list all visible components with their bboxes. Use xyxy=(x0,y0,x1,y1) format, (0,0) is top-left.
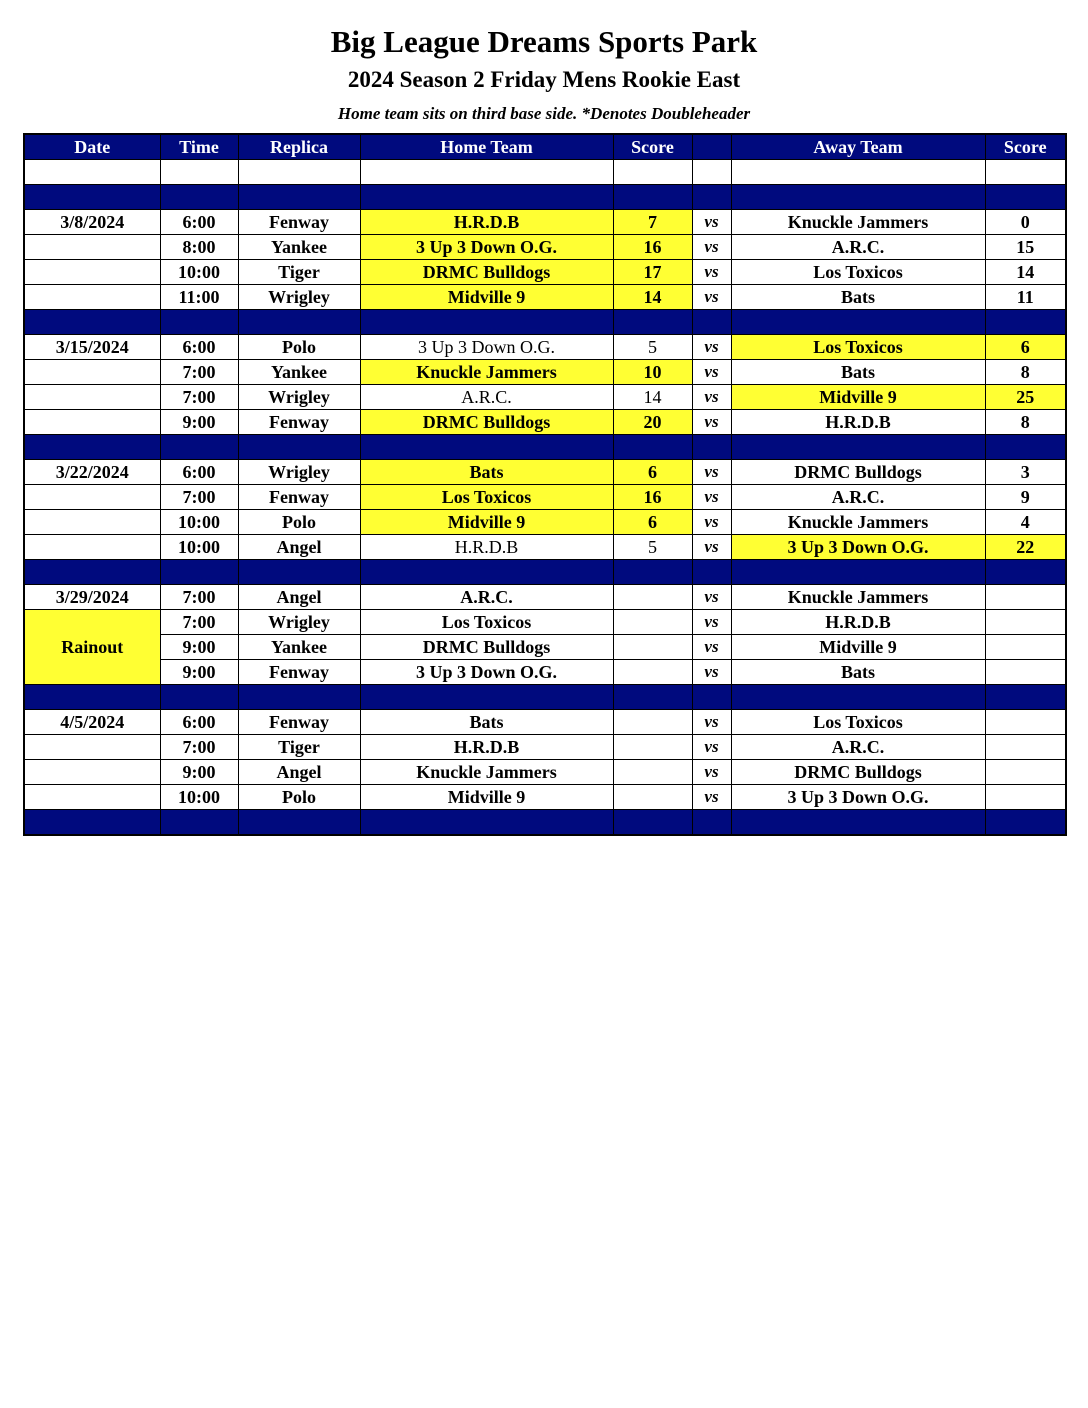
replica-cell: Wrigley xyxy=(238,460,360,485)
table-row xyxy=(24,510,1066,535)
empty-cell xyxy=(985,160,1066,185)
time-cell: 6:00 xyxy=(160,335,238,360)
table-row xyxy=(24,235,1066,260)
home-team-cell: H.R.D.B xyxy=(360,735,613,760)
vs-label: vs xyxy=(692,785,731,810)
table-row xyxy=(24,385,1066,410)
separator-row xyxy=(24,810,1066,836)
replica-cell: Yankee xyxy=(238,235,360,260)
empty-cell xyxy=(238,310,360,335)
table-row xyxy=(24,610,1066,635)
home-score-cell xyxy=(613,585,692,610)
vs-label: vs xyxy=(692,335,731,360)
separator-row xyxy=(24,435,1066,460)
empty-cell xyxy=(360,435,613,460)
away-score-cell: 14 xyxy=(985,260,1066,285)
col-replica: Replica xyxy=(238,134,360,160)
replica-cell: Fenway xyxy=(238,210,360,235)
date-cell xyxy=(24,235,160,260)
away-score-cell xyxy=(985,635,1066,660)
away-score-cell: 22 xyxy=(985,535,1066,560)
col-date: Date xyxy=(24,134,160,160)
empty-cell xyxy=(238,435,360,460)
empty-cell xyxy=(613,160,692,185)
home-score-cell xyxy=(613,610,692,635)
table-row xyxy=(24,660,1066,685)
vs-label: vs xyxy=(692,485,731,510)
away-score-cell xyxy=(985,760,1066,785)
home-team-cell: Bats xyxy=(360,460,613,485)
date-cell: 3/29/2024 xyxy=(24,585,160,610)
empty-cell xyxy=(160,310,238,335)
table-row xyxy=(24,535,1066,560)
empty-cell xyxy=(692,160,731,185)
away-team-cell: A.R.C. xyxy=(731,235,985,260)
time-cell: 7:00 xyxy=(160,735,238,760)
date-cell xyxy=(24,535,160,560)
time-cell: 10:00 xyxy=(160,260,238,285)
empty-cell xyxy=(613,185,692,210)
table-row xyxy=(24,335,1066,360)
col-vs xyxy=(692,134,731,160)
empty-cell xyxy=(692,310,731,335)
table-row xyxy=(24,210,1066,235)
home-score-cell: 20 xyxy=(613,410,692,435)
empty-cell xyxy=(24,560,160,585)
page-note: Home team sits on third base side. *Denotes Doubleheader xyxy=(337,104,751,123)
home-team-cell: 3 Up 3 Down O.G. xyxy=(360,335,613,360)
replica-cell: Wrigley xyxy=(238,285,360,310)
vs-label: vs xyxy=(692,360,731,385)
table-row xyxy=(24,260,1066,285)
time-cell: 6:00 xyxy=(160,210,238,235)
vs-label: vs xyxy=(692,385,731,410)
replica-cell: Polo xyxy=(238,785,360,810)
empty-cell xyxy=(360,560,613,585)
home-team-cell: DRMC Bulldogs xyxy=(360,410,613,435)
empty-cell xyxy=(985,685,1066,710)
home-score-cell: 5 xyxy=(613,335,692,360)
home-team-cell: Knuckle Jammers xyxy=(360,760,613,785)
table-row xyxy=(24,485,1066,510)
vs-label: vs xyxy=(692,610,731,635)
home-team-cell: H.R.D.B xyxy=(360,210,613,235)
home-team-cell: Los Toxicos xyxy=(360,485,613,510)
replica-cell: Yankee xyxy=(238,635,360,660)
date-cell: 3/22/2024 xyxy=(24,460,160,485)
home-score-cell xyxy=(613,760,692,785)
date-cell xyxy=(24,285,160,310)
empty-cell xyxy=(985,435,1066,460)
home-score-cell: 16 xyxy=(613,485,692,510)
empty-cell xyxy=(613,810,692,836)
empty-cell xyxy=(613,560,692,585)
empty-cell xyxy=(613,310,692,335)
away-team-cell: H.R.D.B xyxy=(731,610,985,635)
empty-cell xyxy=(360,310,613,335)
empty-cell xyxy=(360,810,613,836)
time-cell: 9:00 xyxy=(160,660,238,685)
home-team-cell: 3 Up 3 Down O.G. xyxy=(360,660,613,685)
table-row xyxy=(24,635,1066,660)
col-home-team: Home Team xyxy=(360,134,613,160)
vs-label: vs xyxy=(692,535,731,560)
vs-label: vs xyxy=(692,635,731,660)
empty-cell xyxy=(24,310,160,335)
empty-cell xyxy=(692,560,731,585)
away-team-cell: Bats xyxy=(731,285,985,310)
away-score-cell: 25 xyxy=(985,385,1066,410)
vs-label: vs xyxy=(692,760,731,785)
empty-cell xyxy=(731,185,985,210)
empty-cell xyxy=(613,685,692,710)
away-team-cell: A.R.C. xyxy=(731,735,985,760)
empty-cell xyxy=(160,685,238,710)
table-row xyxy=(24,710,1066,735)
away-score-cell: 15 xyxy=(985,235,1066,260)
empty-cell xyxy=(24,685,160,710)
away-score-cell: 3 xyxy=(985,460,1066,485)
vs-label: vs xyxy=(692,410,731,435)
time-cell: 9:00 xyxy=(160,760,238,785)
empty-cell xyxy=(238,160,360,185)
home-team-cell: Midville 9 xyxy=(360,510,613,535)
empty-cell xyxy=(160,160,238,185)
empty-cell xyxy=(692,185,731,210)
home-score-cell xyxy=(613,785,692,810)
empty-cell xyxy=(160,185,238,210)
empty-cell xyxy=(24,435,160,460)
blank-row xyxy=(24,160,1066,185)
away-score-cell: 4 xyxy=(985,510,1066,535)
date-cell xyxy=(24,260,160,285)
vs-label: vs xyxy=(692,710,731,735)
home-team-cell: A.R.C. xyxy=(360,385,613,410)
schedule-body xyxy=(24,160,1066,836)
time-cell: 8:00 xyxy=(160,235,238,260)
time-cell: 7:00 xyxy=(160,385,238,410)
away-team-cell: Bats xyxy=(731,360,985,385)
empty-cell xyxy=(985,310,1066,335)
vs-label: vs xyxy=(692,735,731,760)
away-team-cell: Los Toxicos xyxy=(731,260,985,285)
empty-cell xyxy=(731,310,985,335)
home-team-cell: A.R.C. xyxy=(360,585,613,610)
table-row xyxy=(24,760,1066,785)
replica-cell: Tiger xyxy=(238,735,360,760)
empty-cell xyxy=(238,560,360,585)
home-score-cell xyxy=(613,660,692,685)
rainout-badge: Rainout xyxy=(24,610,160,685)
vs-label: vs xyxy=(692,285,731,310)
replica-cell: Fenway xyxy=(238,660,360,685)
away-team-cell: DRMC Bulldogs xyxy=(731,460,985,485)
time-cell: 7:00 xyxy=(160,585,238,610)
separator-row xyxy=(24,185,1066,210)
table-row xyxy=(24,460,1066,485)
home-score-cell: 14 xyxy=(613,385,692,410)
home-score-cell: 5 xyxy=(613,535,692,560)
away-score-cell: 0 xyxy=(985,210,1066,235)
away-team-cell: Knuckle Jammers xyxy=(731,510,985,535)
home-team-cell: DRMC Bulldogs xyxy=(360,635,613,660)
empty-cell xyxy=(160,810,238,836)
time-cell: 7:00 xyxy=(160,610,238,635)
page-title: Big League Dreams Sports Park xyxy=(330,24,758,59)
empty-cell xyxy=(692,685,731,710)
empty-cell xyxy=(985,810,1066,836)
replica-cell: Angel xyxy=(238,535,360,560)
empty-cell xyxy=(24,185,160,210)
home-score-cell: 7 xyxy=(613,210,692,235)
away-team-cell: Los Toxicos xyxy=(731,710,985,735)
replica-cell: Wrigley xyxy=(238,385,360,410)
empty-cell xyxy=(238,685,360,710)
separator-row xyxy=(24,685,1066,710)
date-cell xyxy=(24,385,160,410)
away-team-cell: Los Toxicos xyxy=(731,335,985,360)
away-team-cell: Knuckle Jammers xyxy=(731,585,985,610)
home-team-cell: 3 Up 3 Down O.G. xyxy=(360,235,613,260)
empty-cell xyxy=(731,435,985,460)
table-row xyxy=(24,735,1066,760)
away-score-cell xyxy=(985,710,1066,735)
empty-cell xyxy=(238,810,360,836)
away-score-cell: 9 xyxy=(985,485,1066,510)
empty-cell xyxy=(160,560,238,585)
home-team-cell: Midville 9 xyxy=(360,285,613,310)
away-team-cell: 3 Up 3 Down O.G. xyxy=(731,785,985,810)
page-subtitle: 2024 Season 2 Friday Mens Rookie East xyxy=(347,67,741,92)
table-row xyxy=(24,785,1066,810)
vs-label: vs xyxy=(692,235,731,260)
away-score-cell: 11 xyxy=(985,285,1066,310)
away-score-cell: 8 xyxy=(985,410,1066,435)
empty-cell xyxy=(24,160,160,185)
replica-cell: Polo xyxy=(238,510,360,535)
vs-label: vs xyxy=(692,660,731,685)
empty-cell xyxy=(731,560,985,585)
time-cell: 10:00 xyxy=(160,785,238,810)
away-score-cell: 6 xyxy=(985,335,1066,360)
away-score-cell xyxy=(985,610,1066,635)
away-team-cell: Bats xyxy=(731,660,985,685)
home-score-cell: 14 xyxy=(613,285,692,310)
empty-cell xyxy=(24,810,160,836)
replica-cell: Fenway xyxy=(238,485,360,510)
date-cell: 3/15/2024 xyxy=(24,335,160,360)
vs-label: vs xyxy=(692,210,731,235)
away-team-cell: A.R.C. xyxy=(731,485,985,510)
home-team-cell: H.R.D.B xyxy=(360,535,613,560)
header-row xyxy=(24,134,1066,160)
empty-cell xyxy=(238,185,360,210)
replica-cell: Yankee xyxy=(238,360,360,385)
away-score-cell xyxy=(985,785,1066,810)
replica-cell: Fenway xyxy=(238,710,360,735)
time-cell: 6:00 xyxy=(160,710,238,735)
time-cell: 9:00 xyxy=(160,410,238,435)
away-team-cell: 3 Up 3 Down O.G. xyxy=(731,535,985,560)
vs-label: vs xyxy=(692,585,731,610)
away-team-cell: Midville 9 xyxy=(731,385,985,410)
replica-cell: Wrigley xyxy=(238,610,360,635)
home-team-cell: DRMC Bulldogs xyxy=(360,260,613,285)
table-row xyxy=(24,360,1066,385)
home-score-cell: 10 xyxy=(613,360,692,385)
date-cell xyxy=(24,485,160,510)
col-away-score: Score xyxy=(985,134,1066,160)
away-team-cell: DRMC Bulldogs xyxy=(731,760,985,785)
table-row xyxy=(24,585,1066,610)
empty-cell xyxy=(731,810,985,836)
empty-cell xyxy=(731,160,985,185)
away-team-cell: Knuckle Jammers xyxy=(731,210,985,235)
date-cell: 3/8/2024 xyxy=(24,210,160,235)
home-score-cell xyxy=(613,635,692,660)
home-score-cell: 17 xyxy=(613,260,692,285)
away-score-cell xyxy=(985,735,1066,760)
time-cell: 9:00 xyxy=(160,635,238,660)
separator-row xyxy=(24,310,1066,335)
empty-cell xyxy=(360,185,613,210)
empty-cell xyxy=(613,435,692,460)
empty-cell xyxy=(692,435,731,460)
separator-row xyxy=(24,560,1066,585)
time-cell: 10:00 xyxy=(160,535,238,560)
home-score-cell: 6 xyxy=(613,460,692,485)
time-cell: 11:00 xyxy=(160,285,238,310)
date-cell xyxy=(24,785,160,810)
date-cell xyxy=(24,735,160,760)
replica-cell: Tiger xyxy=(238,260,360,285)
date-cell xyxy=(24,410,160,435)
date-cell xyxy=(24,510,160,535)
away-score-cell xyxy=(985,585,1066,610)
time-cell: 7:00 xyxy=(160,360,238,385)
empty-cell xyxy=(985,560,1066,585)
date-cell xyxy=(24,760,160,785)
schedule-table xyxy=(23,133,1067,836)
vs-label: vs xyxy=(692,260,731,285)
empty-cell xyxy=(731,685,985,710)
col-home-score: Score xyxy=(613,134,692,160)
home-score-cell: 16 xyxy=(613,235,692,260)
date-cell: 4/5/2024 xyxy=(24,710,160,735)
col-away-team: Away Team xyxy=(731,134,985,160)
time-cell: 7:00 xyxy=(160,485,238,510)
away-score-cell xyxy=(985,660,1066,685)
empty-cell xyxy=(160,435,238,460)
away-team-cell: H.R.D.B xyxy=(731,410,985,435)
time-cell: 10:00 xyxy=(160,510,238,535)
replica-cell: Fenway xyxy=(238,410,360,435)
vs-label: vs xyxy=(692,460,731,485)
home-score-cell xyxy=(613,710,692,735)
empty-cell xyxy=(985,185,1066,210)
vs-label: vs xyxy=(692,510,731,535)
away-score-cell: 8 xyxy=(985,360,1066,385)
home-score-cell: 6 xyxy=(613,510,692,535)
away-team-cell: Midville 9 xyxy=(731,635,985,660)
empty-cell xyxy=(360,685,613,710)
replica-cell: Angel xyxy=(238,585,360,610)
replica-cell: Angel xyxy=(238,760,360,785)
home-score-cell xyxy=(613,735,692,760)
table-row xyxy=(24,285,1066,310)
time-cell: 6:00 xyxy=(160,460,238,485)
empty-cell xyxy=(692,810,731,836)
home-team-cell: Los Toxicos xyxy=(360,610,613,635)
empty-cell xyxy=(360,160,613,185)
home-team-cell: Bats xyxy=(360,710,613,735)
date-cell xyxy=(24,360,160,385)
home-team-cell: Knuckle Jammers xyxy=(360,360,613,385)
table-row xyxy=(24,410,1066,435)
home-team-cell: Midville 9 xyxy=(360,785,613,810)
replica-cell: Polo xyxy=(238,335,360,360)
col-time: Time xyxy=(160,134,238,160)
